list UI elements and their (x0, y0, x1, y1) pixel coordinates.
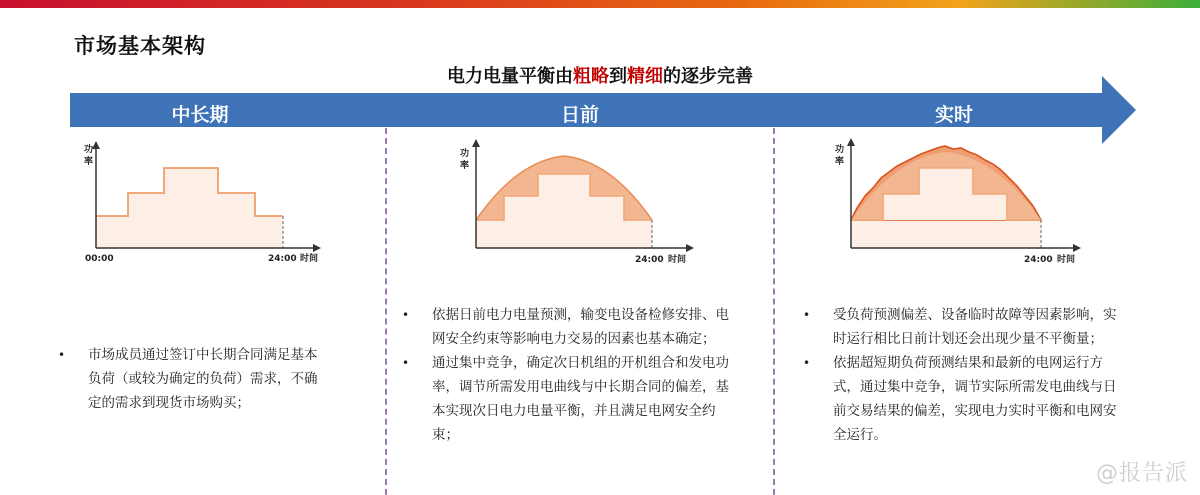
bullet-list-day-ahead (402, 303, 737, 447)
chart-realtime (835, 138, 1095, 268)
y-axis-unit-top: 功 (84, 145, 94, 155)
y-axis-unit-top: 功 (460, 149, 470, 159)
list-item: • 依据日前电力电量预测，输变电设备检修安排、电网安全约束等影响电力交易的因素也基本确定； (402, 303, 737, 351)
x-axis-arrow (1073, 244, 1081, 252)
list-item: • 依据超短期负荷预测结果和最新的电网运行方式，通过集中竞争，调节实际所需发电曲线与日前交易结果的偏差，实现电力实时平衡和电网安全运行。 (803, 351, 1123, 447)
x-tick-end: 24:00 (268, 254, 297, 264)
base-area (476, 220, 652, 248)
stage-label-day-ahead: 日前 (560, 104, 599, 126)
x-tick-end: 24:00 (635, 255, 664, 265)
y-axis-unit-bottom: 率 (84, 157, 94, 167)
headline-coarse: 粗略 (573, 66, 609, 87)
watermark: @报告派 (1095, 461, 1188, 486)
list-item: • 通过集中竞争，确定次日机组的开机组合和发电功率，调节所需发用电曲线与中长期合同的偏差，基本实现次日电力电量平衡，并且满足电网安全约束； (402, 351, 737, 447)
slide-title: 市场基本架构 (74, 34, 206, 58)
y-axis-unit-bottom: 率 (835, 157, 845, 167)
y-axis-arrow (92, 141, 100, 149)
bullet-list-realtime (803, 303, 1123, 447)
y-axis-arrow (472, 139, 480, 147)
bullet-list-long-term (58, 343, 320, 415)
headline-fine: 精细 (627, 66, 663, 87)
base-area (851, 220, 1041, 248)
list-item: • 市场成员通过签订中长期合同满足基本负荷（或较为确定的负荷）需求，不确定的需求到现货市场购买； (58, 343, 320, 415)
x-tick-end: 24:00 (1024, 255, 1053, 265)
x-axis-arrow (686, 244, 694, 252)
y-axis-unit-bottom: 率 (460, 161, 470, 171)
x-tick-start: 00:00 (85, 254, 114, 264)
chart-long-term (75, 138, 335, 268)
column-divider (385, 128, 387, 495)
headline-part1: 电力电量平衡由 (447, 66, 573, 87)
stage-label-long-term: 中长期 (171, 104, 229, 126)
x-axis-unit: 时间 (300, 254, 319, 264)
chart-day-ahead (460, 138, 720, 268)
headline-to: 到 (609, 66, 627, 87)
y-axis-unit-top: 功 (835, 145, 845, 155)
x-axis-unit: 时间 (668, 255, 687, 265)
headline-part2: 的逐步完善 (663, 66, 753, 87)
stage-label-realtime: 实时 (934, 104, 973, 126)
list-item: • 受负荷预测偏差、设备临时故障等因素影响，实时运行相比日前计划还会出现少量不平衡量； (803, 303, 1123, 351)
y-axis-arrow (847, 138, 855, 146)
x-axis-unit: 时间 (1057, 255, 1076, 265)
x-axis-arrow (313, 244, 321, 252)
column-divider (773, 128, 775, 495)
